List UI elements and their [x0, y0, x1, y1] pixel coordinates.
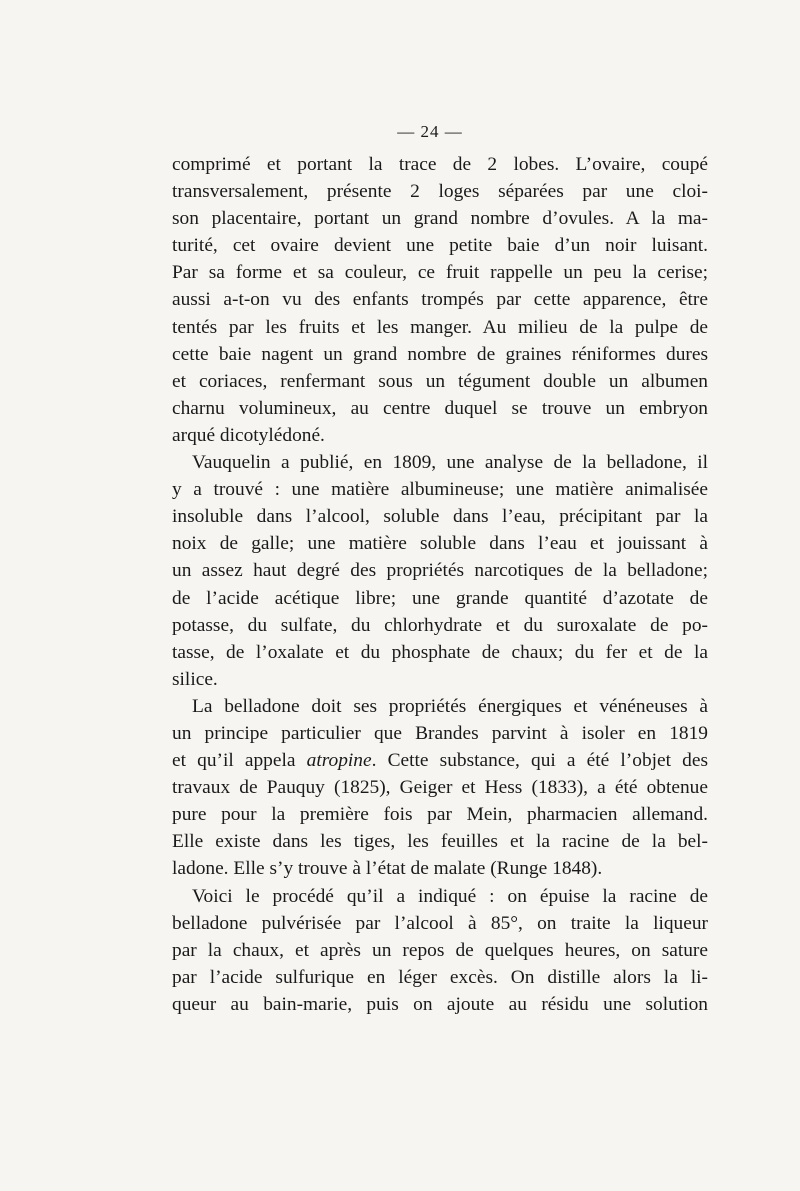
page-number: — 24 — — [397, 122, 463, 141]
text-line: insoluble dans l’alcool, soluble dans l’eau, précipitant par la — [172, 506, 708, 528]
text-line: Elle existe dans les tiges, les feuilles et la racine de la bel- — [172, 831, 708, 853]
body-text — [172, 151, 708, 1018]
text-line: par la chaux, et après un repos de quelques heures, on sature — [172, 939, 708, 961]
text-line: La belladone doit ses propriétés énergiques et vénéneuses à — [192, 695, 708, 717]
text-segment: . Cette substance, qui a été l’objet des — [371, 750, 708, 772]
text-line: turité, cet ovaire devient une petite baie d’un noir luisant. — [172, 235, 708, 257]
text-line: queur au bain-marie, puis on ajoute au résidu une solution — [172, 993, 708, 1015]
text-line: transversalement, présente 2 loges séparées par une cloi- — [172, 181, 708, 203]
text-line: silice. — [172, 668, 218, 690]
text-line: de l’acide acétique libre; une grande quantité d’azotate de — [172, 587, 708, 609]
text-line: comprimé et portant la trace de 2 lobes. L’ovaire, coupé — [172, 154, 708, 175]
text-line: son placentaire, portant un grand nombre d’ovules. A la ma- — [172, 208, 708, 230]
text-line: travaux de Pauquy (1825), Geiger et Hess (1833), a été obtenue — [172, 777, 708, 799]
italic-term: atropine — [306, 750, 372, 772]
text-line: belladone pulvérisée par l’alcool à 85°, on traite la liqueur — [172, 912, 708, 934]
text-line: noix de galle; une matière soluble dans l’eau et jouissant à — [172, 533, 708, 555]
text-line: Par sa forme et sa couleur, ce fruit rappelle un peu la cerise; — [172, 262, 708, 284]
text-line: et coriaces, renfermant sous un tégument double un albumen — [172, 370, 708, 392]
text-line: tentés par les fruits et les manger. Au milieu de la pulpe de — [172, 316, 708, 338]
text-line: potasse, du sulfate, du chlorhydrate et du suroxalate de po- — [172, 614, 708, 636]
text-line: charnu volumineux, au centre duquel se trouve un embryon — [172, 397, 708, 419]
text-line: un assez haut degré des propriétés narcotiques de la belladone; — [172, 560, 708, 582]
text-line: arqué dicotylédoné. — [172, 424, 325, 446]
text-line: aussi a-t-on vu des enfants trompés par cette apparence, être — [172, 289, 708, 311]
text-line: ladone. Elle s’y trouve à l’état de malate (Runge 1848). — [172, 858, 603, 880]
text-line: par l’acide sulfurique en léger excès. On distille alors la li- — [172, 966, 708, 988]
text-line: y a trouvé : une matière albumineuse; une matière animalisée — [172, 479, 708, 501]
text-line — [172, 747, 708, 774]
text-line: Vauquelin a publié, en 1809, une analyse de la belladone, il — [192, 452, 708, 474]
text-line: Voici le procédé qu’il a indiqué : on épuise la racine de — [192, 885, 708, 907]
text-line: cette baie nagent un grand nombre de graines réniformes dures — [172, 343, 708, 365]
text-segment: et qu’il appela — [172, 750, 307, 772]
text-line: pure pour la première fois par Mein, pharmacien allemand. — [172, 804, 708, 826]
text-line: un principe particulier que Brandes parvint à isoler en 1819 — [172, 722, 708, 744]
text-line: tasse, de l’oxalate et du phosphate de chaux; du fer et de la — [172, 641, 708, 663]
